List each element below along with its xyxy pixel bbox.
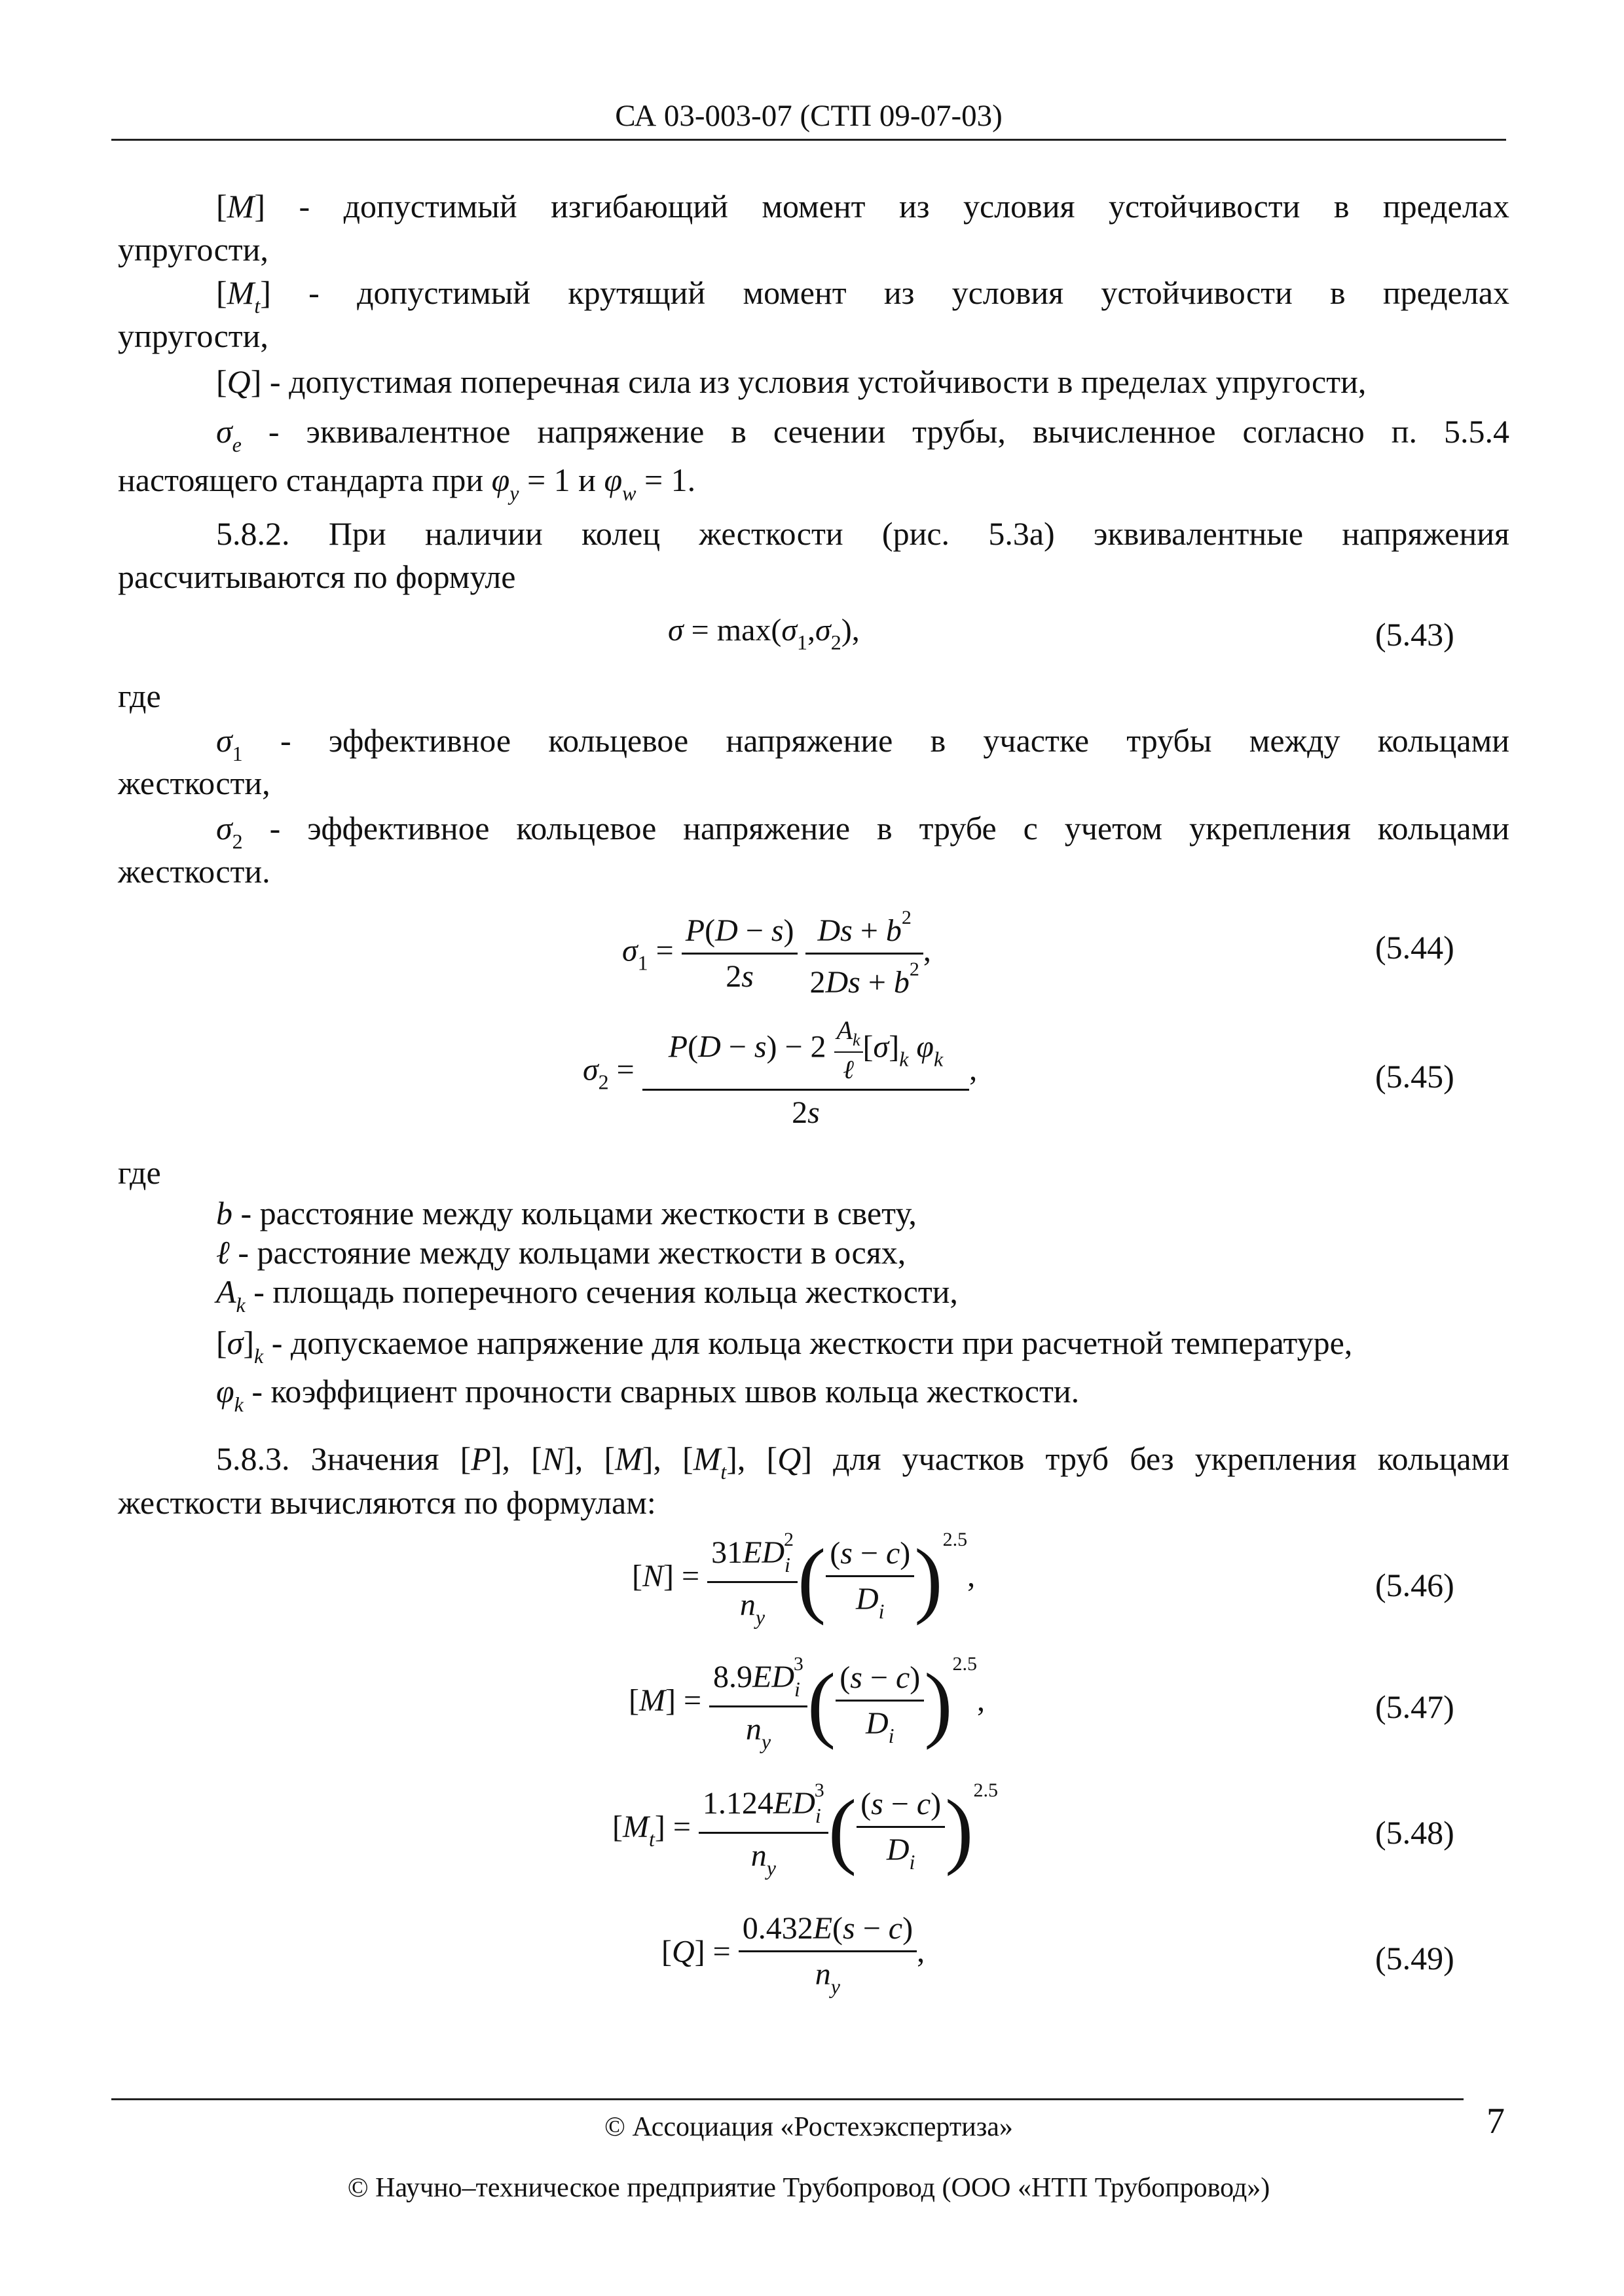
def-Q: [Q] - допустимая поперечная сила из условия устойчивости в пределах упругости, (216, 363, 1367, 400)
def-sigma2-line2: жесткости. (118, 853, 270, 890)
s583-line2: жесткости вычисляются по формулам: (118, 1484, 656, 1521)
where-2: где (118, 1154, 161, 1191)
def-M-line2: упругости, (118, 231, 268, 268)
formula-5-45: $\sigma_2$ = P(D − s) − 2 $\frac{A_k}{\text{ℓ}}$ $[\sigma]_k$ $\varphi_k$ 2s , (583, 1015, 978, 1130)
def-sigma-e-line1: $\sigma_e$ - эквивалентное напряжение в сечении трубы, вычисленное согласно п. 5.5.4 (216, 413, 1510, 456)
s582-line2: рассчитываются по формуле (118, 558, 516, 595)
footer-association: © Ассоциация «Ростехэкспертиза» (604, 2112, 1013, 2142)
formula-5-49: [Q] = $\frac{0.432E(s - c)}{n_y}$ , (661, 1911, 925, 1998)
formula-5-43: $\sigma = \max(\sigma_1,\sigma_2)$, (668, 613, 860, 654)
eq-number-5-47: (5.47) (1375, 1688, 1454, 1725)
where-1: где (118, 678, 161, 714)
def-sigma1-line2: жесткости, (118, 765, 270, 801)
eq-number-5-45: (5.45) (1375, 1058, 1454, 1095)
page-number: 7 (1486, 2101, 1505, 2141)
def-b: b - расстояние между кольцами жесткости в свету, (216, 1195, 917, 1231)
eq-number-5-44: (5.44) (1375, 929, 1454, 966)
def-Ak: $A_k$ - площадь поперечного сечения кольца жесткости, (216, 1273, 958, 1317)
footer-company: © Научно–техническое предприятие Трубопровод (ООО «НТП Трубопровод») (347, 2173, 1270, 2203)
formula-5-44: $\sigma_1$ = $\frac{P(D - s)}{2s}$ $\frac{Ds + b^2}{2Ds + b^2}$ , (622, 907, 931, 1000)
s583-line1: 5.8.3. Значения [P], [N], [M], $[M_t]$, [Q] для участков труб без укрепления кольцами (216, 1440, 1509, 1484)
eq-number-5-46: (5.46) (1375, 1567, 1454, 1603)
def-sigma-k: $[\sigma]_k$ - допускаемое напряжение для кольца жесткости при расчетной температуре, (216, 1324, 1353, 1368)
eq-number-5-49: (5.49) (1375, 1940, 1454, 1977)
def-Mt-line2: упругости, (118, 318, 268, 354)
def-phi-k: $\varphi_k$ - коэффициент прочности сварных швов кольца жесткости. (216, 1373, 1080, 1416)
def-l: ℓ - расстояние между кольцами жесткости в осях, (216, 1234, 906, 1271)
formula-5-47: [M] = $\frac{8.9ED_i^3}{n_y}$ ( $\frac{(s - c)}{D_i}$ )$^{2.5}$, (629, 1653, 986, 1753)
def-sigma-e-line2: настоящего стандарта при $\varphi_y = 1$ и $\varphi_w = 1$. (118, 462, 696, 505)
def-Mt-line1: $[M_t]$ - допустимый крутящий момент из условия устойчивости в пределах (216, 274, 1509, 318)
def-sigma1-line1: $\sigma_1$ - эффективное кольцевое напряжение в участке трубы между кольцами (216, 722, 1510, 765)
eq-number-5-43: (5.43) (1375, 616, 1454, 653)
def-sigma2-line1: $\sigma_2$ - эффективное кольцевое напряжение в трубе с учетом укрепления кольцами (216, 810, 1510, 853)
s582-line1: 5.8.2. При наличии колец жесткости (рис. 5.3а) эквивалентные напряжения (216, 515, 1509, 552)
footer-rule (111, 2098, 1464, 2100)
formula-5-46: [N] = $\frac{31ED_i^2}{n_y}$ ( $\frac{(s - c)}{D_i}$ )$^{2.5}$, (632, 1529, 976, 1629)
def-M-line1: [M] - допустимый изгибающий момент из условия устойчивости в пределах (216, 188, 1509, 225)
eq-number-5-48: (5.48) (1375, 1814, 1454, 1851)
header-rule (111, 139, 1506, 141)
document-header: СА 03-003-07 (СТП 09-07-03) (615, 99, 1003, 133)
formula-5-48: $[M_t]$ = $\frac{1.124ED_i^3}{n_y}$ ( $\frac{(s - c)}{D_i}$ )$^{2.5}$ (612, 1779, 998, 1880)
